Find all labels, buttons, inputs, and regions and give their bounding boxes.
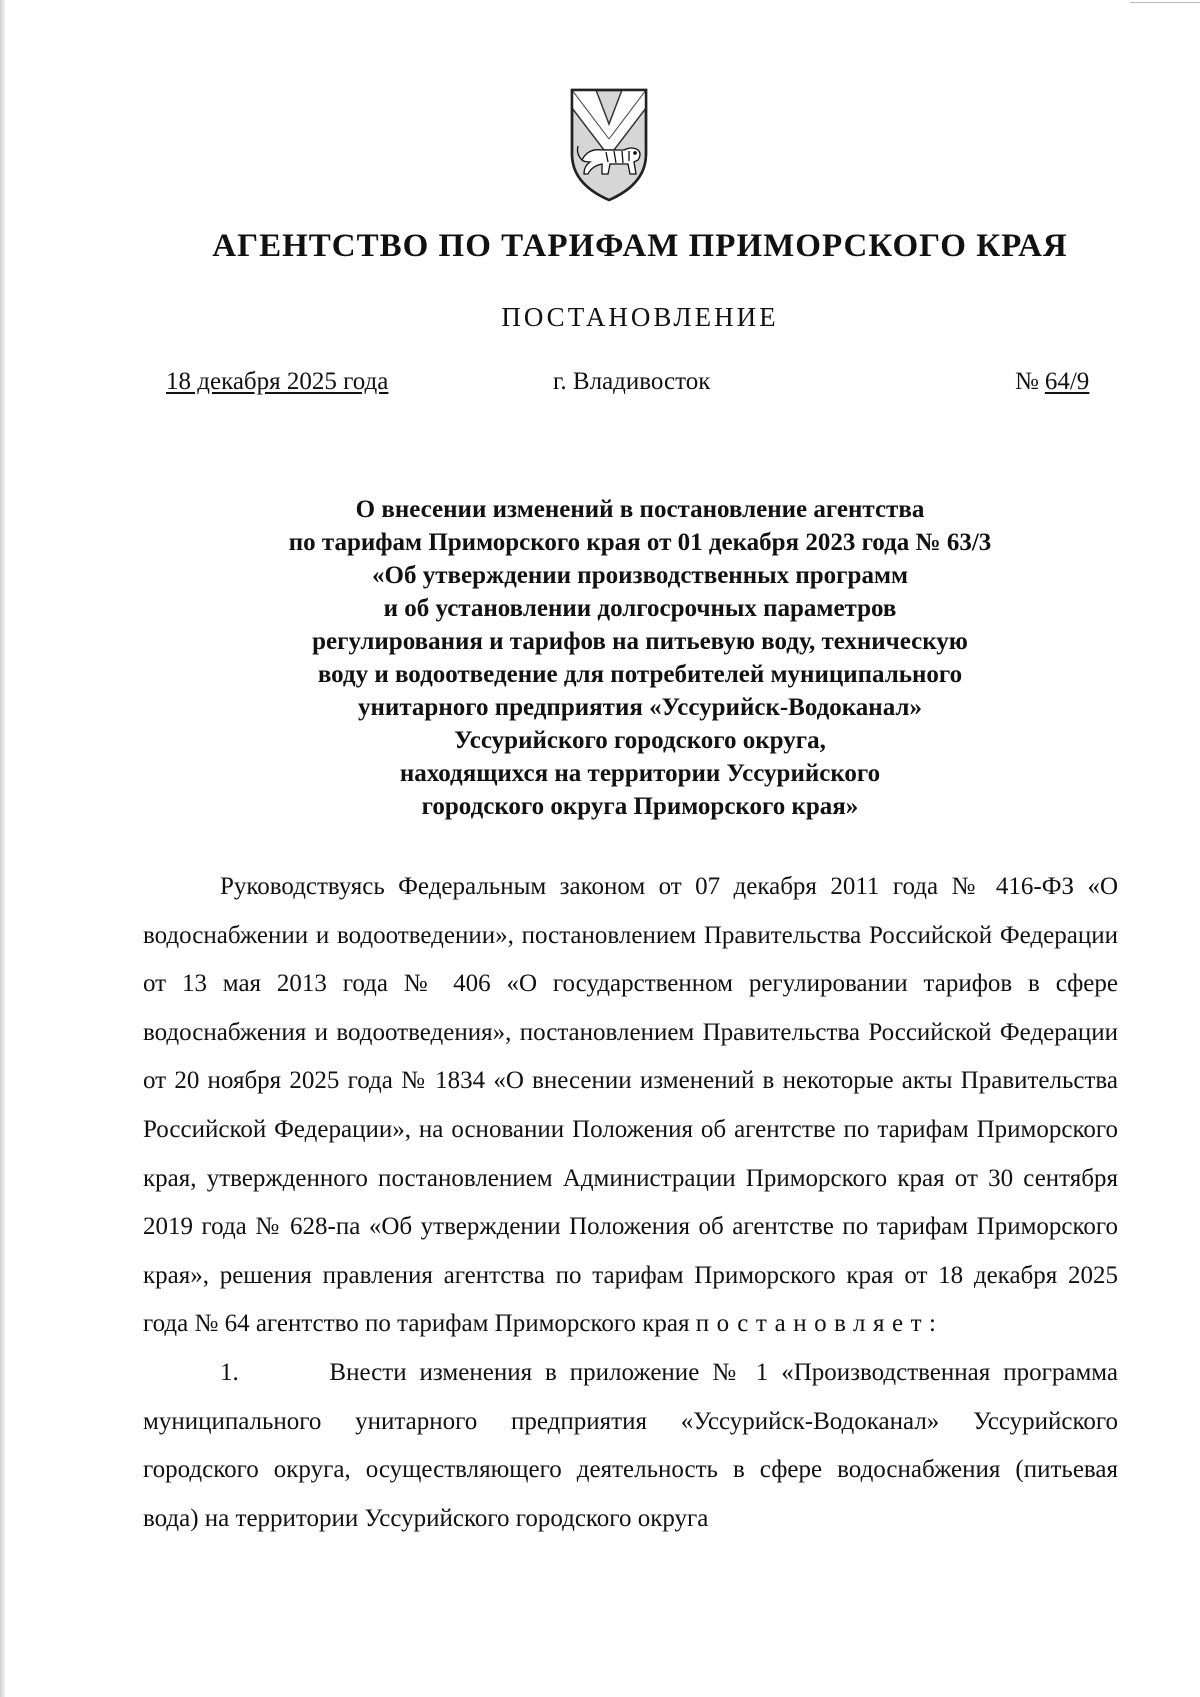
title-line: по тарифам Приморского края от 01 декабря 2023 года № 63/3: [288, 529, 992, 556]
item-1-text: Внести изменения в приложение № 1 «Производственная программа муниципального унитарного предприятия «Уссурийск-Водоканал» Уссурийского городского округа, осуществляющего деятельность в сфере водоснабжения (питьевая вода) на территории Уссурийского городского округа: [143, 1358, 1119, 1532]
document-date: 18 декабря 2025 года: [166, 368, 389, 395]
number-value: 64/9: [1044, 368, 1090, 395]
title-line: находящихся на территории Уссурийского: [399, 760, 881, 787]
document-body: [143, 863, 1118, 1543]
document-number: [1015, 368, 1089, 396]
document-title: [0, 493, 1200, 823]
title-line: унитарного предприятия «Уссурийск-Водоканал»: [358, 694, 922, 721]
item-1-paragraph: [143, 1349, 1118, 1543]
title-line: городского округа Приморского края»: [421, 793, 859, 820]
resolves-word: постановляет:: [695, 1310, 944, 1338]
item-1-number: 1.: [220, 1358, 239, 1386]
preamble-text: Руководствуясь Федеральным законом от 07 декабря 2011 года № 416-ФЗ «О водоснабжении и водоотведении», постановлением Правительства Российской Федерации от 13 мая 2013 года № 406 «О государственном регулировании тарифов в сфере водоснабжения и водоотведения», постановлением Правительства Российской Федерации от 20 ноября 2025 года № 1834 «О внесении изменений в некоторые акты Правительства Российской Федерации», на основании Положения об агентстве по тарифам Приморского края, утвержденного постановлением Администрации Приморского края от 30 сентября 2019 года № 628-па «Об утверждении Положения об агентстве по тарифам Приморского края», решения правления агентства по тарифам Приморского края от 18 декабря 2025 года № 64 агентство по тарифам Приморского края: [143, 873, 1118, 1338]
coat-of-arms-icon: [566, 84, 652, 202]
number-sign: №: [1015, 368, 1039, 395]
document-city: г. Владивосток: [553, 368, 711, 395]
preamble-paragraph: [143, 863, 1118, 1349]
agency-name: АГЕНТСТВО ПО ТАРИФАМ ПРИМОРСКОГО КРАЯ: [212, 228, 1068, 264]
title-line: Уссурийского городского округа,: [454, 727, 826, 754]
title-line: регулирования и тарифов на питьевую воду, техническую: [312, 628, 968, 655]
document-type: ПОСТАНОВЛЕНИЕ: [501, 302, 779, 332]
title-line: и об установлении долгосрочных параметров: [383, 595, 897, 622]
scan-top-mark: [1130, 2, 1200, 3]
title-line: О внесении изменений в постановление агентства: [355, 496, 925, 523]
title-line: «Об утверждении производственных программ: [372, 562, 908, 589]
title-line: воду и водоотведение для потребителей муниципального: [317, 661, 963, 688]
